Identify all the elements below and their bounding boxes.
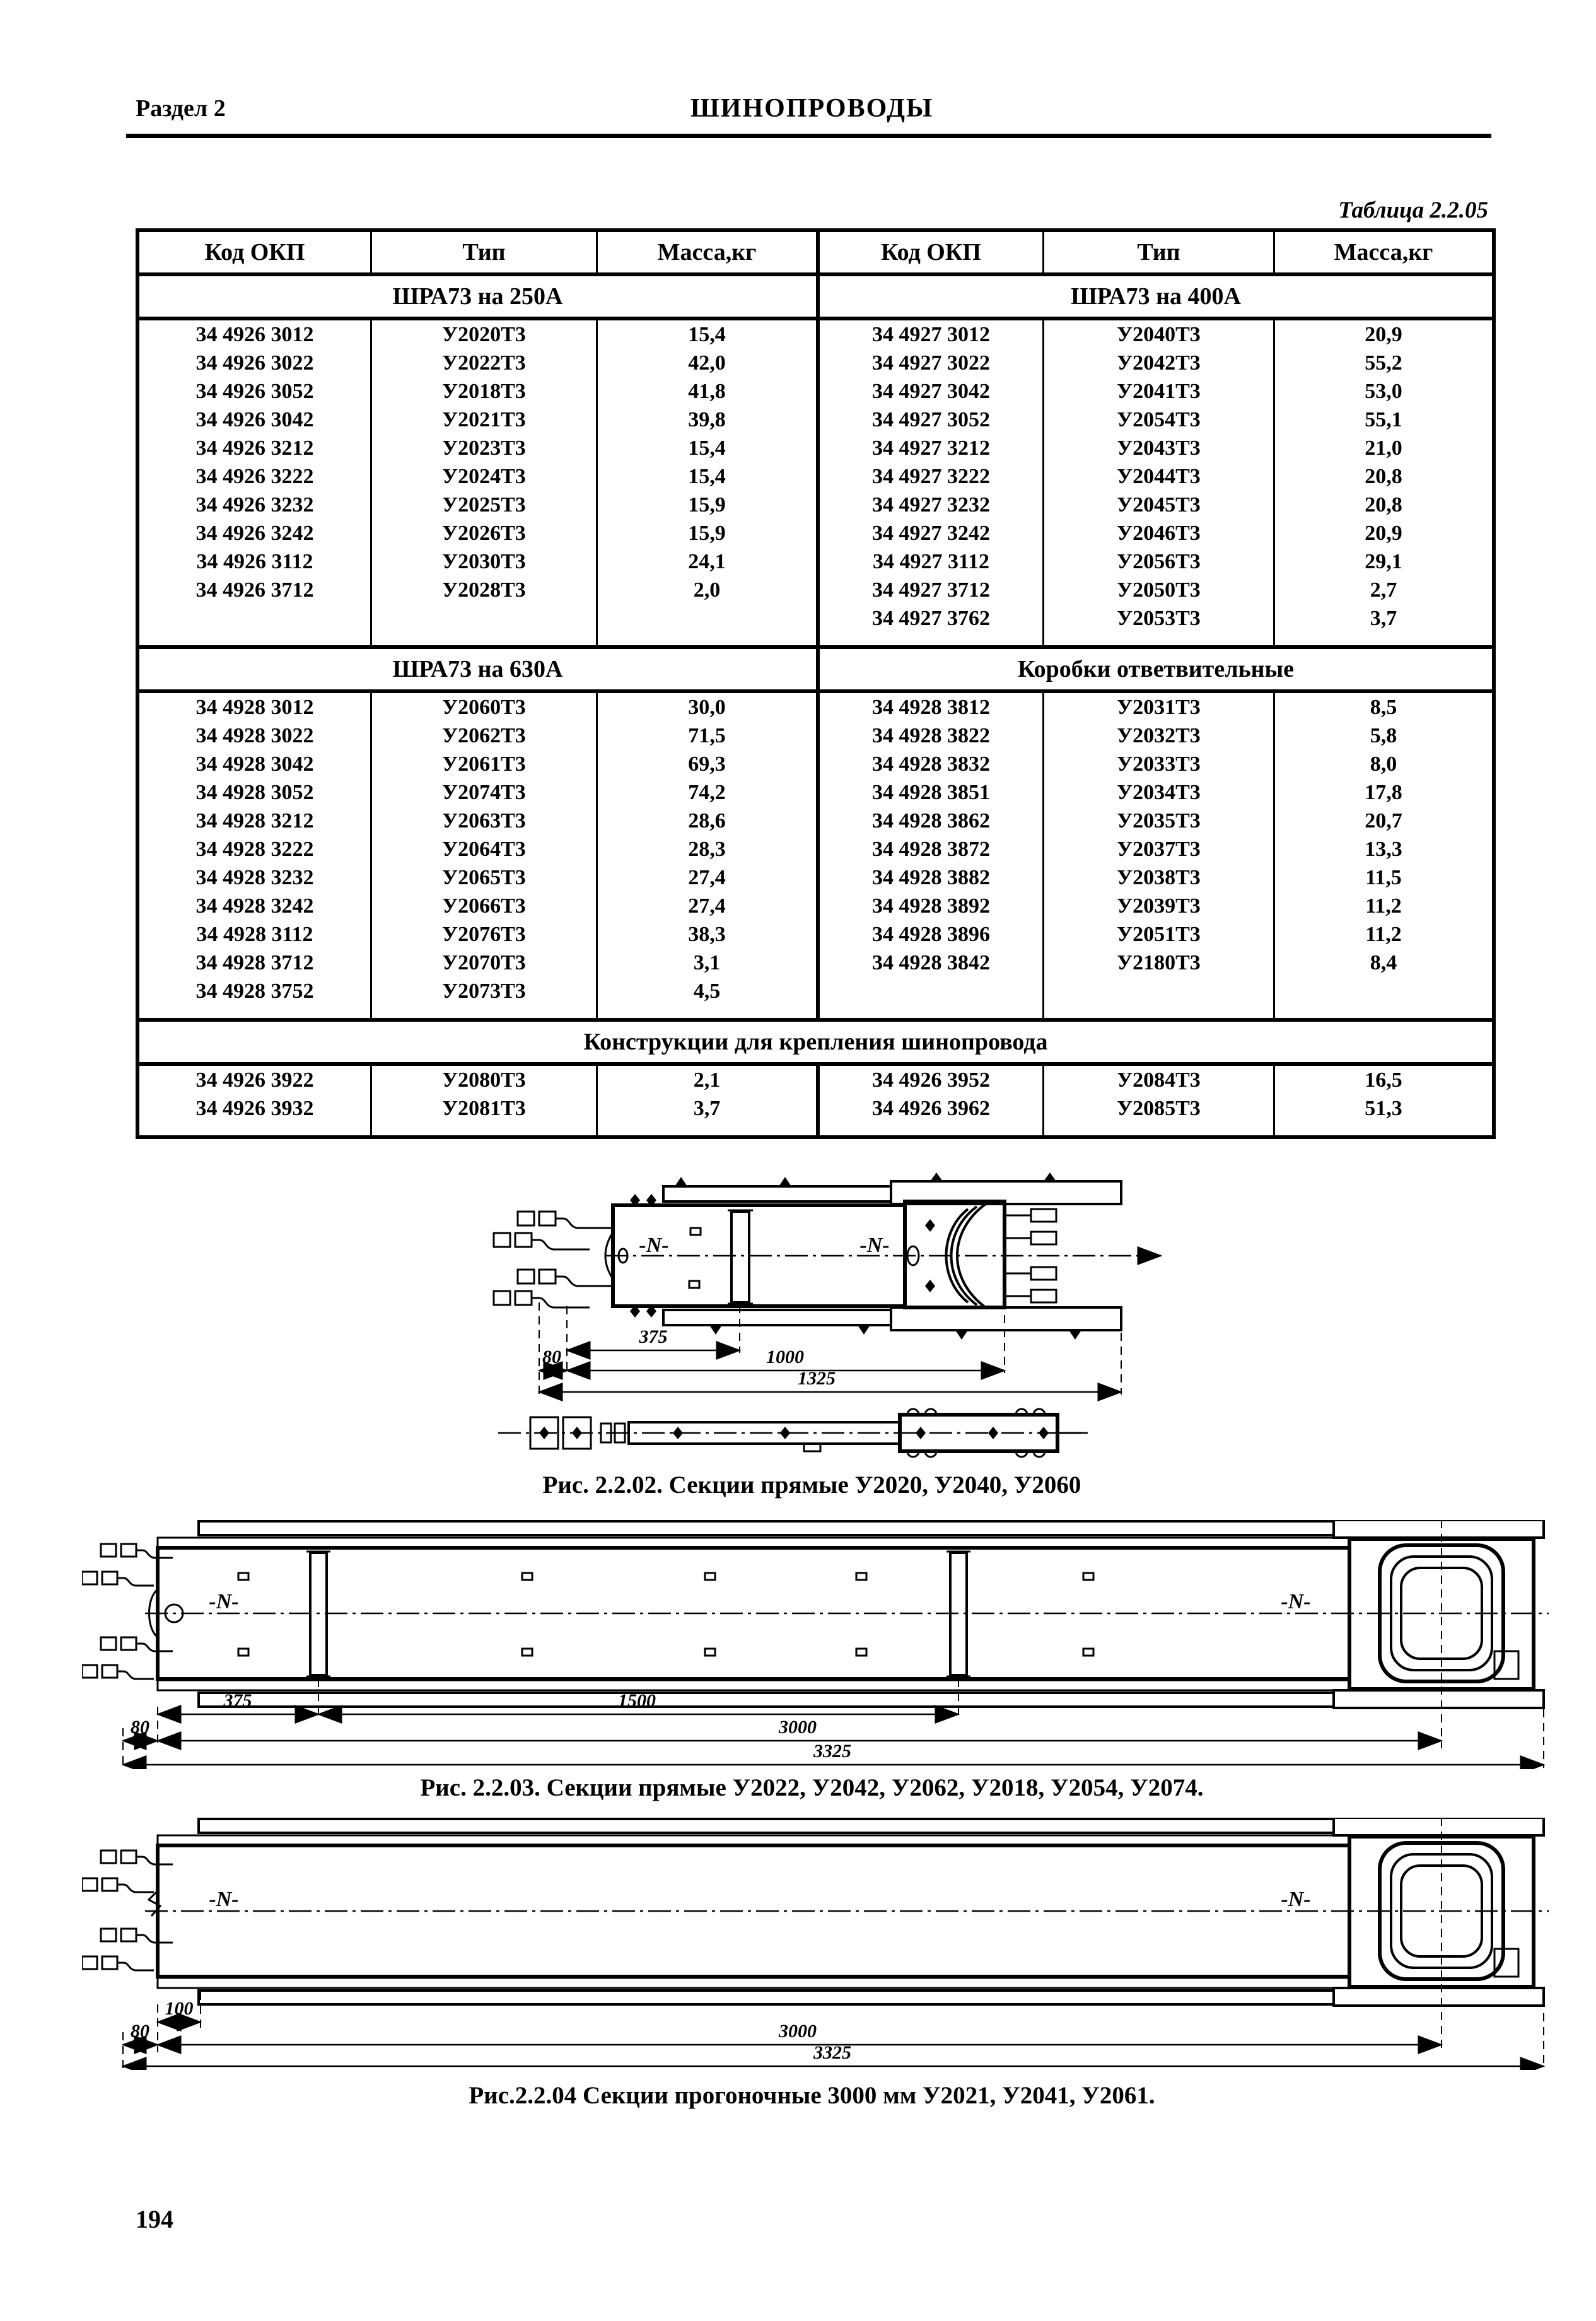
table-cell: 34 4926 3042 xyxy=(139,406,372,434)
table-cell: 38,3 xyxy=(598,920,820,949)
table-cell: 55,1 xyxy=(1365,408,1402,431)
table-cell: 34 4926 3922 xyxy=(139,1066,372,1094)
dim-375: 375 xyxy=(639,1326,668,1347)
table-caption: Таблица 2.2.05 xyxy=(1338,197,1488,223)
table-cell: У2024Т3 xyxy=(372,462,598,491)
dim-80: 80 xyxy=(131,2021,149,2042)
dim-1325: 1325 xyxy=(798,1368,836,1389)
dim-3000: 3000 xyxy=(779,1717,817,1738)
table-cell: У2085Т3 xyxy=(1044,1094,1275,1123)
table-cell: У2045Т3 xyxy=(1044,491,1275,519)
connector-pin xyxy=(494,1291,590,1307)
mounting-holes xyxy=(238,1573,1093,1656)
connector-pin xyxy=(82,1665,154,1679)
table-cell: 34 4928 3812 xyxy=(820,693,1044,722)
table-cell: 34 4928 3022 xyxy=(139,722,372,750)
table-cell: 34 4928 3242 xyxy=(139,892,372,920)
table-spacer xyxy=(1044,633,1275,645)
end-box xyxy=(905,1201,1005,1307)
connector-pin xyxy=(101,1850,173,1864)
table-cell: 20,9 xyxy=(1365,323,1402,346)
table-cell: 34 4928 3832 xyxy=(820,750,1044,778)
table-cell: У2064Т3 xyxy=(372,835,598,863)
table-cell: 34 4928 3232 xyxy=(139,863,372,892)
table-cell: 34 4926 3232 xyxy=(139,491,372,519)
table-spacer xyxy=(1275,633,1492,645)
table-cell: 34 4926 3112 xyxy=(139,547,372,576)
dimension-lines xyxy=(123,1520,1544,1768)
table-cell: 34 4927 3712 xyxy=(820,576,1044,604)
table-cell: 69,3 xyxy=(598,750,820,778)
table-cell: 15,4 xyxy=(598,462,820,491)
bottom-end-plate xyxy=(891,1307,1121,1330)
table-cell: У2033Т3 xyxy=(1044,750,1275,778)
table-cell: У2034Т3 xyxy=(1044,778,1275,807)
table-cell: 34 4928 3712 xyxy=(139,949,372,977)
top-cap-plate xyxy=(1334,1818,1544,1835)
table-cell: 34 4928 3212 xyxy=(139,807,372,835)
table-cell: У2080Т3 xyxy=(372,1066,598,1094)
axis-label-right: -N- xyxy=(1281,1888,1311,1911)
table-cell: 15,9 xyxy=(598,519,820,547)
table-cell: 34 4926 3962 xyxy=(820,1094,1044,1123)
table-spacer xyxy=(372,1123,598,1135)
table-cell: 34 4927 3762 xyxy=(820,604,1044,633)
table-cell: 34 4927 3022 xyxy=(820,349,1044,377)
table-cell: 34 4926 3712 xyxy=(139,576,372,604)
table-cell: 21,0 xyxy=(1365,436,1402,460)
table-cell: 34 4928 3222 xyxy=(139,835,372,863)
dim-1000: 1000 xyxy=(766,1347,804,1367)
axis-label-right: -N- xyxy=(859,1234,890,1257)
table-spacer xyxy=(139,633,372,645)
table-spacer xyxy=(1275,1123,1492,1135)
connector-pin xyxy=(101,1929,173,1943)
table-cell: У2030Т3 xyxy=(372,547,598,576)
table-cell: У2041Т3 xyxy=(1044,377,1275,406)
table-cell: 5,8 xyxy=(1370,724,1397,747)
table-cell: 42,0 xyxy=(598,349,820,377)
table-cell: У2021Т3 xyxy=(372,406,598,434)
table-cell: У2073Т3 xyxy=(372,977,598,1005)
table-cell: У2061Т3 xyxy=(372,750,598,778)
table-cell xyxy=(139,604,372,633)
dim-100: 100 xyxy=(165,1998,194,2019)
table-cell: 20,9 xyxy=(1365,522,1402,545)
figure-caption: Рис.2.2.04 Секции прогоночные 3000 мм У2021, У2041, У2061. xyxy=(469,2082,1155,2109)
side-view xyxy=(498,1409,1088,1457)
connector-pin xyxy=(82,1956,154,1970)
table-cell: У2031Т3 xyxy=(1044,693,1275,722)
table-cell: 4,5 xyxy=(598,977,820,1005)
table-spacer xyxy=(820,1005,1044,1018)
table-cell: 71,5 xyxy=(598,722,820,750)
table-spacer xyxy=(1044,1005,1275,1018)
connector-pin xyxy=(518,1270,614,1286)
table-cell: У2084Т3 xyxy=(1044,1066,1275,1094)
figure-caption: Рис. 2.2.03. Секции прямые У2022, У2042, У2062, У2018, У2054, У2074. xyxy=(420,1774,1204,1801)
table-cell: 34 4926 3222 xyxy=(139,462,372,491)
table-cell: У2180Т3 xyxy=(1044,949,1275,977)
table-cell: У2026Т3 xyxy=(372,519,598,547)
axis-label-left: -N- xyxy=(209,1888,239,1911)
table-cell: У2066Т3 xyxy=(372,892,598,920)
table-cell: 34 4927 3012 xyxy=(820,320,1044,349)
page-number: 194 xyxy=(136,2205,173,2233)
plan-view xyxy=(494,1172,1161,1340)
plan-view xyxy=(82,1520,1549,1708)
dim-80: 80 xyxy=(542,1347,561,1367)
bottom-inner-rail xyxy=(158,1680,1349,1690)
table-cell: 24,1 xyxy=(598,547,820,576)
table-cell: 3,1 xyxy=(598,949,820,977)
connector-pin xyxy=(494,1233,590,1249)
table-cell: У2028Т3 xyxy=(372,576,598,604)
table-spacer xyxy=(1275,1005,1492,1018)
table-cell: 28,3 xyxy=(598,835,820,863)
table-cell: 51,3 xyxy=(1365,1097,1402,1120)
table-cell xyxy=(1044,977,1275,1005)
table-cell: У2018Т3 xyxy=(372,377,598,406)
table-cell: 34 4926 3012 xyxy=(139,320,372,349)
table-cell: 34 4928 3052 xyxy=(139,778,372,807)
table-cell: 3,7 xyxy=(1370,607,1397,630)
section-label: Раздел 2 xyxy=(136,95,226,122)
okp-table xyxy=(136,228,1496,1139)
table-cell: У2044Т3 xyxy=(1044,462,1275,491)
table-cell: У2050Т3 xyxy=(1044,576,1275,604)
figure-caption: Рис. 2.2.02. Секции прямые У2020, У2040, У2060 xyxy=(542,1471,1081,1499)
dim-375: 375 xyxy=(223,1690,252,1711)
table-cell: У2038Т3 xyxy=(1044,863,1275,892)
table-cell: 11,5 xyxy=(1365,866,1402,889)
table-cell: 34 4926 3952 xyxy=(820,1066,1044,1094)
section-header: ШРА73 на 630А xyxy=(139,645,820,693)
column-header: Тип xyxy=(372,232,598,272)
table-cell xyxy=(1275,977,1492,1005)
table-cell: У2063Т3 xyxy=(372,807,598,835)
section-header: Конструкции для крепления шинопровода xyxy=(139,1018,1492,1066)
table-spacer xyxy=(598,1123,820,1135)
table-cell: 34 4927 3212 xyxy=(820,434,1044,462)
table-cell: 34 4926 3242 xyxy=(139,519,372,547)
table-cell: 34 4928 3042 xyxy=(139,750,372,778)
table-spacer xyxy=(820,633,1044,645)
table-spacer xyxy=(1044,1123,1275,1135)
dim-3000: 3000 xyxy=(779,2021,817,2042)
table-cell: У2032Т3 xyxy=(1044,722,1275,750)
axis-label-right: -N- xyxy=(1281,1590,1311,1613)
table-cell: 8,4 xyxy=(1370,951,1397,974)
table-cell: 55,2 xyxy=(1365,351,1402,375)
table-cell: 34 4928 3012 xyxy=(139,693,372,722)
table-cell: У2043Т3 xyxy=(1044,434,1275,462)
table-cell: 28,6 xyxy=(598,807,820,835)
connector-pin xyxy=(82,1572,154,1586)
table-cell: 34 4928 3112 xyxy=(139,920,372,949)
table-cell: 8,0 xyxy=(1370,752,1397,776)
table-cell: У2035Т3 xyxy=(1044,807,1275,835)
column-header: Масса,кг xyxy=(598,232,820,272)
section-header: ШРА73 на 250А xyxy=(139,272,820,320)
table-cell: 2,1 xyxy=(598,1066,820,1094)
table-cell: 34 4926 3212 xyxy=(139,434,372,462)
axis-label-left: -N- xyxy=(639,1234,669,1257)
table-spacer xyxy=(372,1005,598,1018)
column-header: Код ОКП xyxy=(139,232,372,272)
table-cell: 16,5 xyxy=(1365,1068,1402,1092)
table-cell: У2074Т3 xyxy=(372,778,598,807)
table-cell: 15,9 xyxy=(598,491,820,519)
table-cell: У2081Т3 xyxy=(372,1094,598,1123)
plan-view xyxy=(82,1818,1549,2006)
table-cell: 34 4926 3932 xyxy=(139,1094,372,1123)
table-spacer xyxy=(598,1005,820,1018)
table-cell: 20,8 xyxy=(1365,493,1402,517)
column-header: Код ОКП xyxy=(820,232,1044,272)
column-header: Тип xyxy=(1044,232,1275,272)
table-spacer xyxy=(139,1123,372,1135)
table-cell: У2020Т3 xyxy=(372,320,598,349)
bottom-outer-rail xyxy=(199,1991,1334,2004)
table-cell: 34 4928 3892 xyxy=(820,892,1044,920)
table-cell: 34 4928 3851 xyxy=(820,778,1044,807)
connector-pin xyxy=(101,1637,173,1651)
table-cell: 17,8 xyxy=(1365,781,1402,804)
dimension-lines xyxy=(123,1818,1544,2069)
table-cell: У2042Т3 xyxy=(1044,349,1275,377)
table-cell: 11,2 xyxy=(1365,894,1402,918)
table-cell: У2056Т3 xyxy=(1044,547,1275,576)
table-cell: 3,7 xyxy=(598,1094,820,1123)
table-cell: У2065Т3 xyxy=(372,863,598,892)
table-cell: 15,4 xyxy=(598,320,820,349)
table-cell: 34 4928 3896 xyxy=(820,920,1044,949)
table-spacer xyxy=(139,1005,372,1018)
table-cell: 34 4927 3042 xyxy=(820,377,1044,406)
table-cell: 34 4926 3052 xyxy=(139,377,372,406)
table-cell: 2,7 xyxy=(1370,578,1397,602)
table-cell: 34 4927 3232 xyxy=(820,491,1044,519)
section-header: ШРА73 на 400А xyxy=(820,272,1492,320)
table-cell: У2076Т3 xyxy=(372,920,598,949)
table-cell xyxy=(372,604,598,633)
table-spacer xyxy=(820,1123,1044,1135)
table-cell: У2037Т3 xyxy=(1044,835,1275,863)
connector-pin xyxy=(82,1878,154,1892)
table-cell: 41,8 xyxy=(598,377,820,406)
table-cell: 34 4927 3242 xyxy=(820,519,1044,547)
table-cell: 15,4 xyxy=(598,434,820,462)
header-rule xyxy=(126,134,1491,138)
bottom-cap-plate xyxy=(1334,1988,1544,2006)
connector-pin xyxy=(518,1212,614,1228)
table-cell: 34 4928 3842 xyxy=(820,949,1044,977)
bottom-rail xyxy=(663,1310,891,1325)
table-cell: 34 4926 3022 xyxy=(139,349,372,377)
table-cell xyxy=(820,977,1044,1005)
table-cell: 34 4928 3822 xyxy=(820,722,1044,750)
figure-run-section-3000mm xyxy=(82,1818,1551,2070)
table-cell: 13,3 xyxy=(1365,838,1402,861)
table-cell: 34 4928 3872 xyxy=(820,835,1044,863)
table-cell: 8,5 xyxy=(1370,696,1397,719)
top-cap-plate xyxy=(1334,1520,1544,1538)
table-cell: 34 4927 3222 xyxy=(820,462,1044,491)
table-cell: У2022Т3 xyxy=(372,349,598,377)
table-spacer xyxy=(598,633,820,645)
dim-3325: 3325 xyxy=(813,2042,851,2063)
bottom-inner-rail xyxy=(158,1978,1349,1988)
dim-3325: 3325 xyxy=(813,1741,851,1762)
table-cell: 34 4928 3752 xyxy=(139,977,372,1005)
section-header: Коробки ответвительные xyxy=(820,645,1492,693)
table-cell xyxy=(598,604,820,633)
table-cell: У2060Т3 xyxy=(372,693,598,722)
table-cell: 20,8 xyxy=(1365,465,1402,488)
dim-1500: 1500 xyxy=(618,1690,656,1711)
table-cell: У2040Т3 xyxy=(1044,320,1275,349)
table-cell: 2,0 xyxy=(598,576,820,604)
table-cell: У2025Т3 xyxy=(372,491,598,519)
table-cell: У2051Т3 xyxy=(1044,920,1275,949)
axis-label-left: -N- xyxy=(209,1590,239,1613)
table-cell: 27,4 xyxy=(598,863,820,892)
table-cell: У2070Т3 xyxy=(372,949,598,977)
table-cell: 34 4928 3862 xyxy=(820,807,1044,835)
table-spacer xyxy=(372,633,598,645)
top-rail xyxy=(663,1186,891,1201)
table-cell: У2039Т3 xyxy=(1044,892,1275,920)
table-cell: 39,8 xyxy=(598,406,820,434)
table-cell: 20,7 xyxy=(1365,809,1402,833)
table-cell: У2062Т3 xyxy=(372,722,598,750)
table-cell: У2023Т3 xyxy=(372,434,598,462)
table-cell: 11,2 xyxy=(1365,923,1402,946)
dim-80: 80 xyxy=(131,1717,149,1738)
bottom-outer-rail xyxy=(199,1693,1334,1707)
table-cell: 27,4 xyxy=(598,892,820,920)
table-cell: 74,2 xyxy=(598,778,820,807)
figure-straight-section-1000mm xyxy=(489,1170,1208,1463)
table-cell: 30,0 xyxy=(598,693,820,722)
column-header: Масса,кг xyxy=(1334,239,1433,266)
table-cell: 53,0 xyxy=(1365,380,1402,403)
page-title: ШИНОПРОВОДЫ xyxy=(690,94,934,123)
table-cell: 34 4928 3882 xyxy=(820,863,1044,892)
top-outer-rail xyxy=(199,1819,1334,1833)
table-cell: 34 4927 3112 xyxy=(820,547,1044,576)
table-cell: У2053Т3 xyxy=(1044,604,1275,633)
top-outer-rail xyxy=(199,1521,1334,1535)
stiffener-bar xyxy=(731,1212,749,1302)
bottom-cap-plate xyxy=(1334,1690,1544,1708)
table-cell: У2054Т3 xyxy=(1044,406,1275,434)
table-cell: 34 4927 3052 xyxy=(820,406,1044,434)
figure-straight-section-3000mm xyxy=(82,1520,1551,1769)
table-cell: У2046Т3 xyxy=(1044,519,1275,547)
table-cell: 29,1 xyxy=(1365,550,1402,573)
